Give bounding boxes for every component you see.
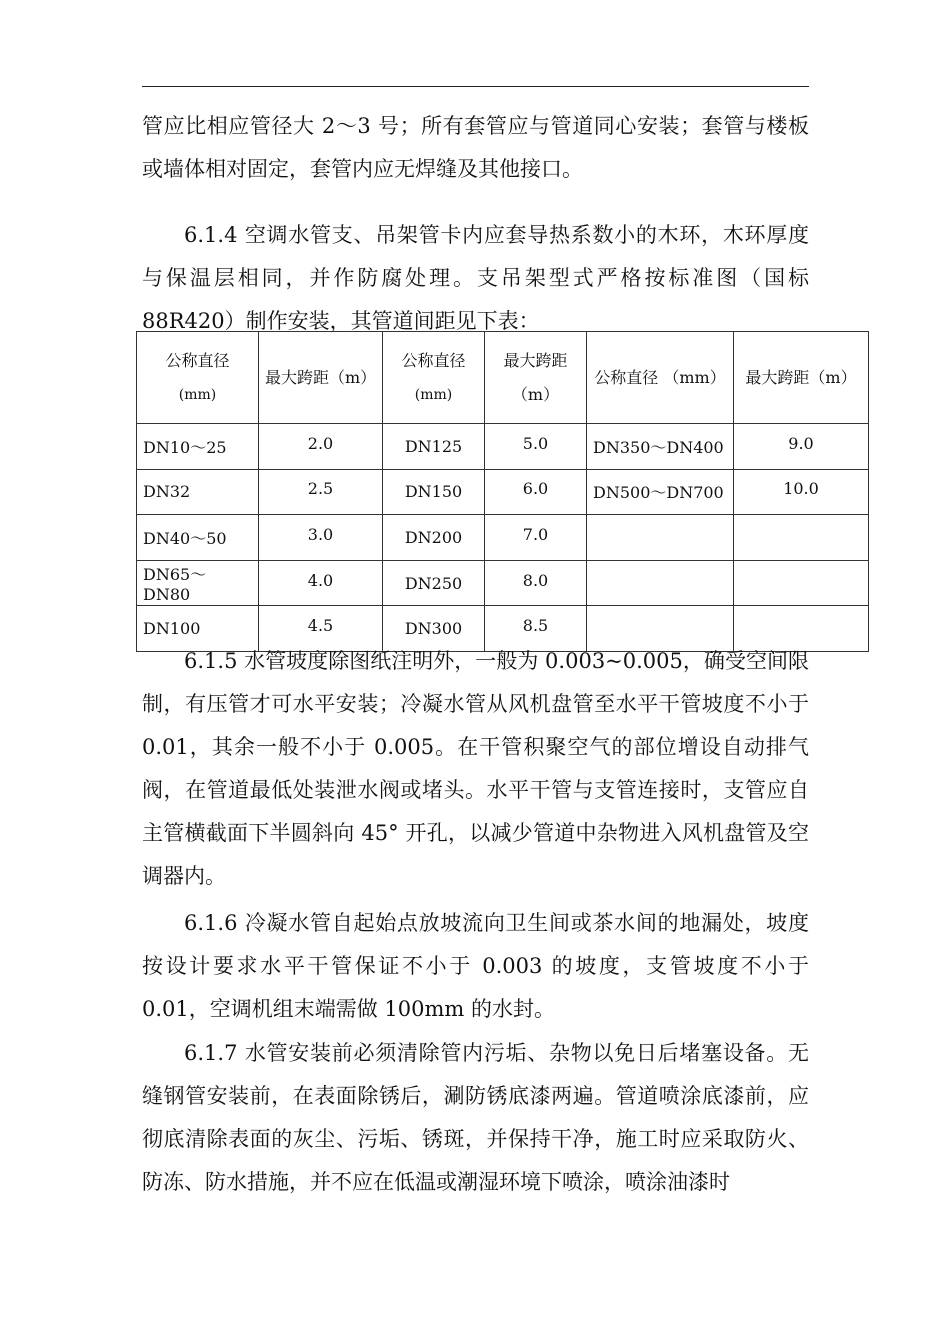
table-row — [137, 515, 869, 561]
header-rule — [142, 86, 809, 87]
diameter-cell: DN65～DN80 — [137, 560, 259, 606]
pipe-span-table — [136, 331, 869, 652]
span-cell: 2.5 — [259, 469, 383, 515]
span-cell: 8.0 — [485, 560, 587, 606]
table-row — [137, 424, 869, 470]
table-header-row — [137, 332, 869, 424]
span-cell: 10.0 — [734, 469, 869, 515]
header-nominal-diameter-1: 公称直径 (mm) — [137, 332, 259, 424]
header-nominal-diameter-3: 公称直径 （mm） — [587, 332, 734, 424]
diameter-cell: DN10～25 — [137, 424, 259, 470]
span-cell: 6.0 — [485, 469, 587, 515]
paragraph-6-1-4: 6.1.4 空调水管支、吊架管卡内应套导热系数小的木环，木环厚度与保温层相同，并作防腐处理。支吊架型式严格按标准图（国标 88R420）制作安装，其管道间距见下表： — [142, 223, 809, 333]
diameter-cell: DN125 — [383, 424, 485, 470]
paragraph-6-1-5: 6.1.5 水管坡度除图纸注明外，一般为 0.003~0.005，确受空间限制，有压管才可水平安装；冷凝水管从风机盘管至水平干管坡度不小于 0.01，其余一般不小于 0.005。在干管积聚空气的部位增设自动排气阀，在管道最低处装泄水阀或堵头。水平干管与支管连接时，支管应自主管横截面下半圆斜向 45° 开孔，以减少管道中杂物进入风机盘管及空调器内。 — [142, 649, 809, 888]
diameter-cell: DN300 — [383, 606, 485, 652]
diameter-cell: DN500～DN700 — [587, 469, 734, 515]
diameter-cell: DN200 — [383, 515, 485, 561]
diameter-cell: DN250 — [383, 560, 485, 606]
header-max-span-2: 最大跨距 （m） — [485, 332, 587, 424]
paragraph-casing: 管应比相应管径大 2～3 号；所有套管应与管道同心安装；套管与楼板或墙体相对固定，套管内应无焊缝及其他接口。 — [142, 114, 809, 181]
paragraph-6-1-6: 6.1.6 冷凝水管自起始点放坡流向卫生间或茶水间的地漏处，坡度按设计要求水平干管保证不小于 0.003 的坡度，支管坡度不小于 0.01，空调机组末端需做 100mm 的水封。 — [142, 911, 809, 1021]
table-row — [137, 560, 869, 606]
paragraph-6-1-7: 6.1.7 水管安装前必须清除管内污垢、杂物以免日后堵塞设备。无缝钢管安装前，在表面除锈后，涮防锈底漆两遍。管道喷涂底漆前，应彻底清除表面的灰尘、污垢、锈斑，并保持干净，施工时应采取防火、防冻、防水措施，并不应在低温或潮湿环境下喷涂，喷涂油漆时 — [142, 1041, 809, 1194]
table-row — [137, 469, 869, 515]
span-cell — [734, 560, 869, 606]
diameter-cell: DN150 — [383, 469, 485, 515]
header-max-span-3: 最大跨距（m） — [734, 332, 869, 424]
diameter-cell — [587, 515, 734, 561]
span-cell: 4.5 — [259, 606, 383, 652]
span-cell: 8.5 — [485, 606, 587, 652]
header-nominal-diameter-2: 公称直径 (mm) — [383, 332, 485, 424]
diameter-cell — [587, 560, 734, 606]
span-cell: 2.0 — [259, 424, 383, 470]
span-cell: 3.0 — [259, 515, 383, 561]
diameter-cell: DN100 — [137, 606, 259, 652]
span-cell: 4.0 — [259, 560, 383, 606]
header-max-span-1: 最大跨距（m） — [259, 332, 383, 424]
diameter-cell: DN32 — [137, 469, 259, 515]
diameter-cell: DN350～DN400 — [587, 424, 734, 470]
span-cell: 7.0 — [485, 515, 587, 561]
span-cell: 9.0 — [734, 424, 869, 470]
diameter-cell: DN40～50 — [137, 515, 259, 561]
span-cell — [734, 515, 869, 561]
span-cell: 5.0 — [485, 424, 587, 470]
